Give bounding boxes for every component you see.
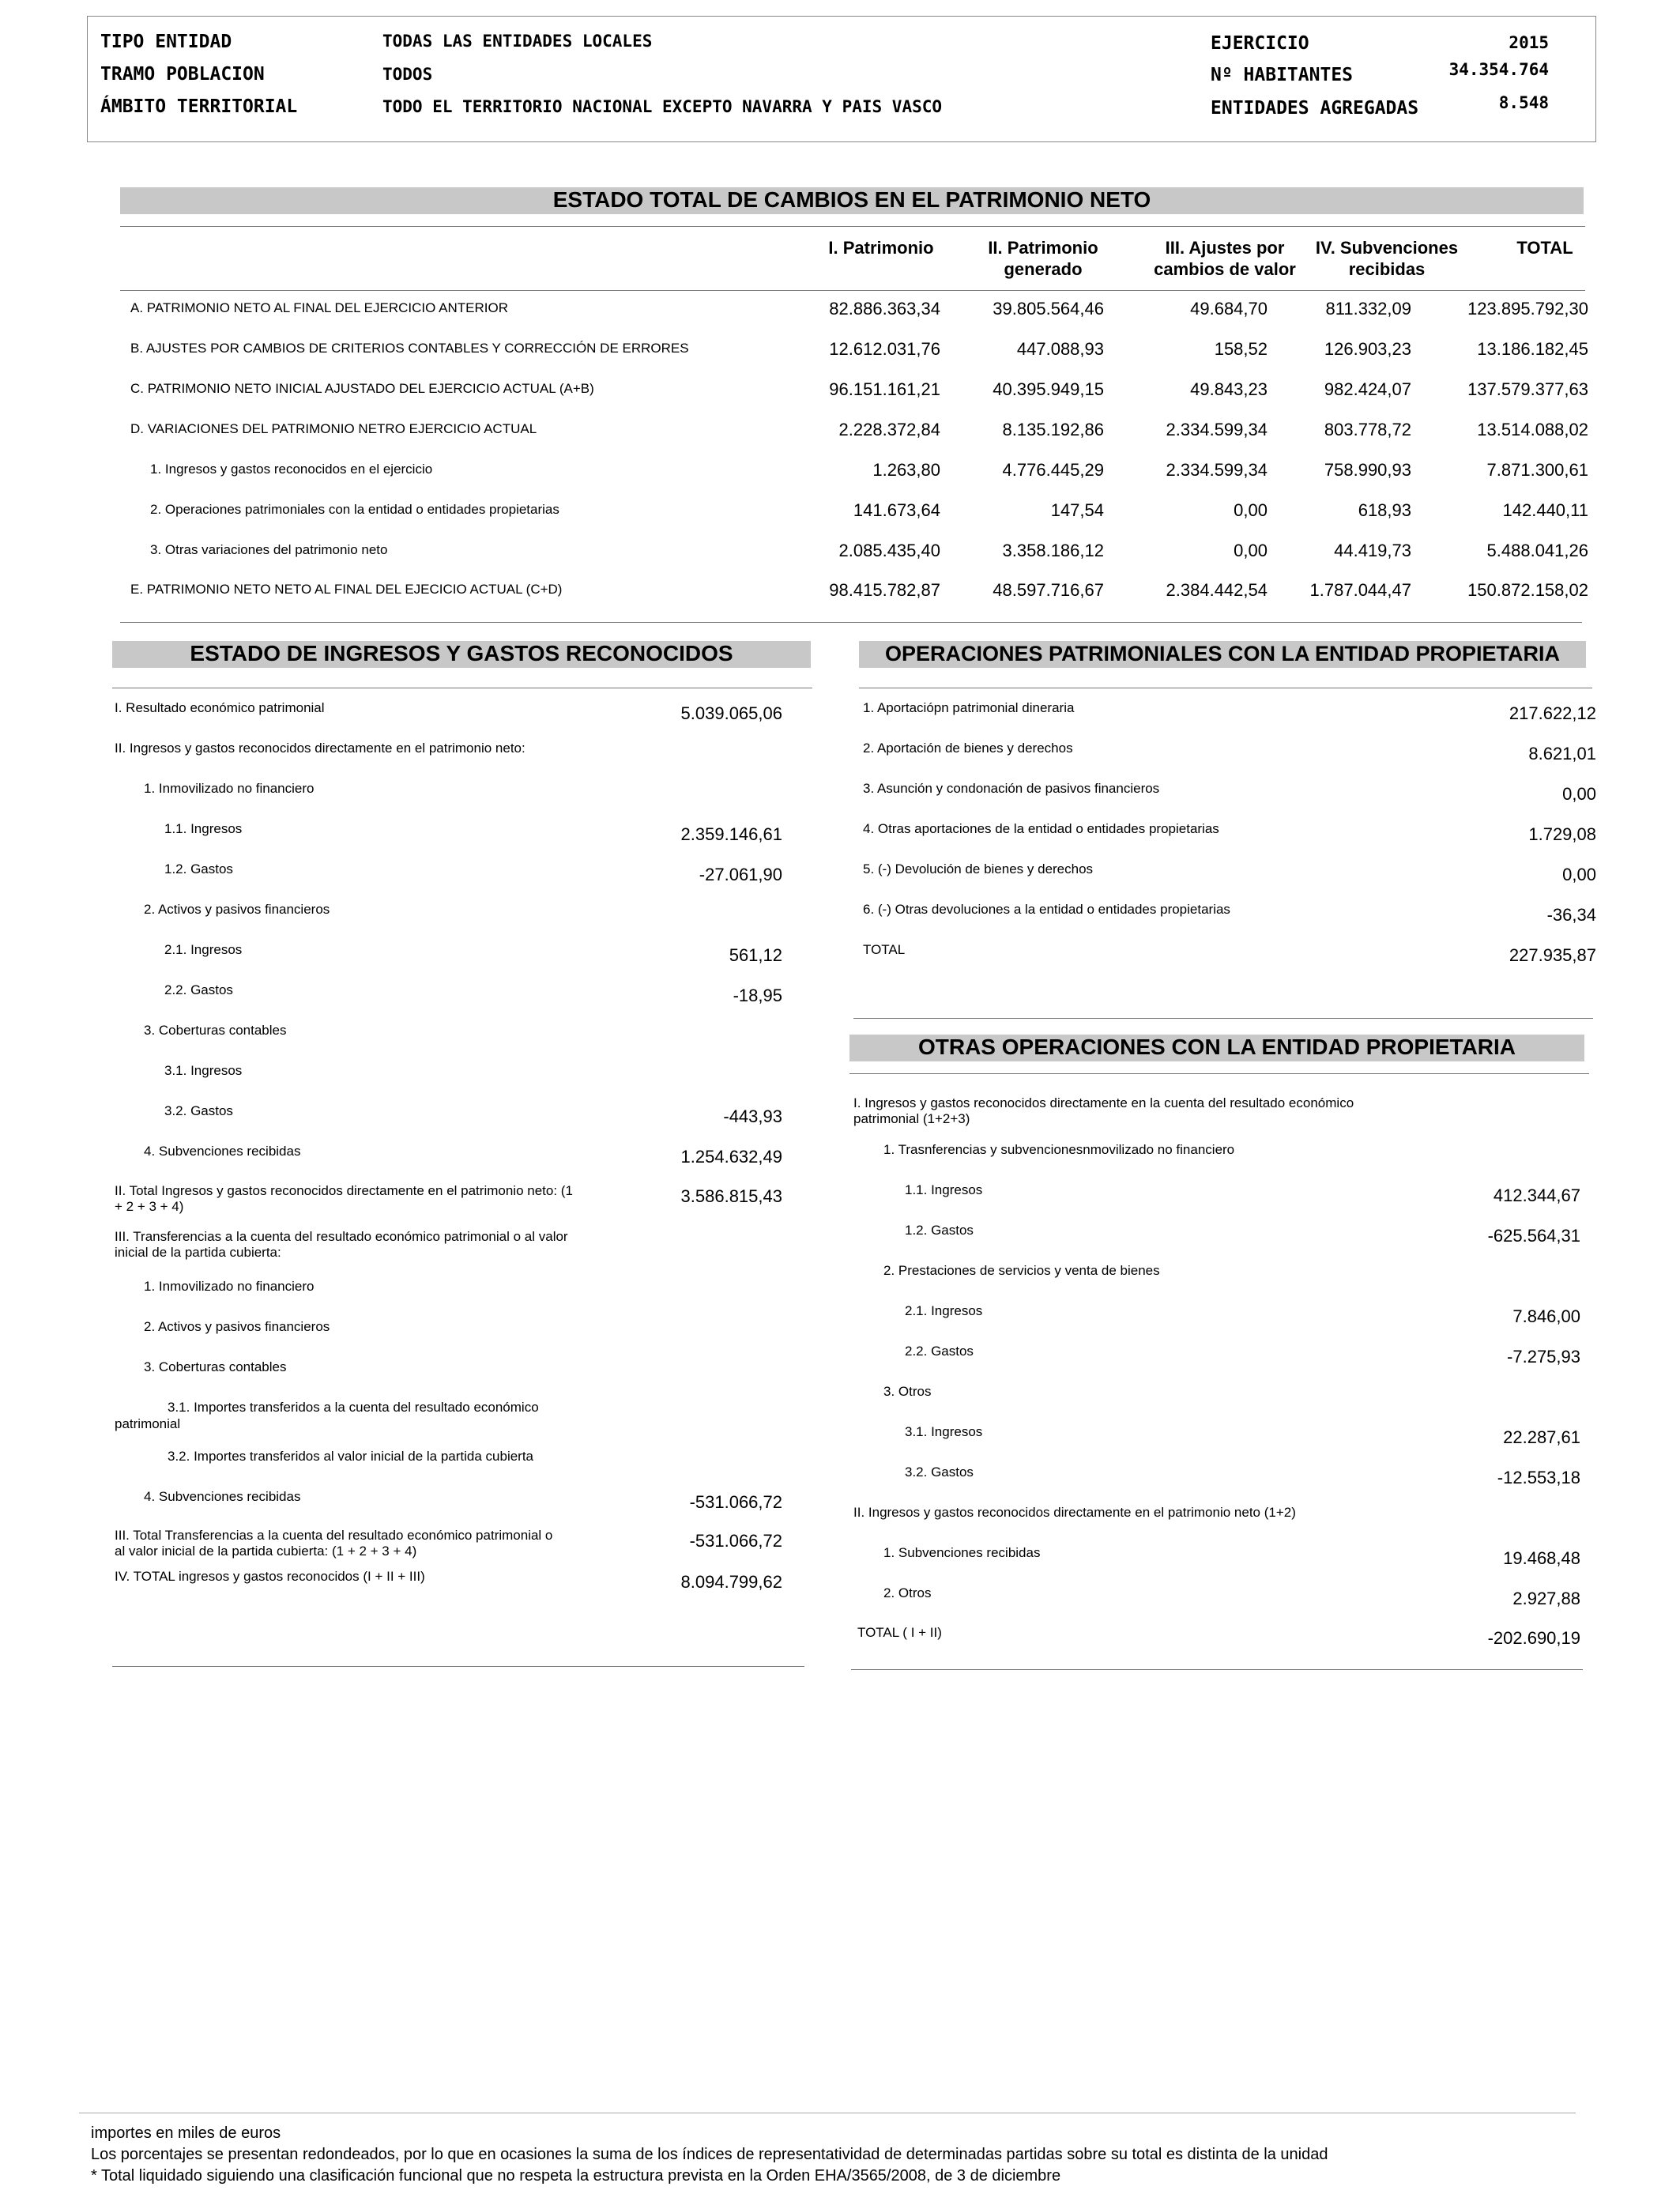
otras-row-label: 3. Otros (883, 1384, 932, 1399)
otras-row-label: 1.2. Gastos (905, 1223, 974, 1238)
otras-row-label: 1. Subvenciones recibidas (883, 1545, 1041, 1560)
otras-row-value: 412.344,67 (1493, 1186, 1580, 1205)
entidades-label: ENTIDADES AGREGADAS (1211, 98, 1419, 119)
patrimonio-row-label: E. PATRIMONIO NETO NETO AL FINAL DEL EJECICIO ACTUAL (C+D) (130, 582, 563, 597)
ingresos-row-label: 2. Activos y pasivos financieros (144, 902, 330, 917)
patrimonio-row-value: 150.872.158,02 (1467, 580, 1588, 600)
ingresos-row-value: -443,93 (723, 1106, 782, 1126)
patrimonio-row-value: 982.424,07 (1324, 379, 1411, 399)
otras-row-label: I. Ingresos y gastos reconocidos directamente en la cuenta del resultado económico patrimonial (1+2+3) (853, 1095, 1354, 1126)
ingresos-row-value: -531.066,72 (689, 1531, 782, 1551)
patrimonio-row-value: 4.776.445,29 (1002, 460, 1104, 480)
patrimonio-row-label: 2. Operaciones patrimoniales con la entidad o entidades propietarias (150, 502, 559, 517)
ingresos-row-label: 2.1. Ingresos (164, 942, 243, 957)
ingresos-row-value: -18,95 (733, 986, 782, 1005)
patrimonio-row-value: 142.440,11 (1502, 500, 1588, 520)
entidades-value: 8.548 (1498, 93, 1549, 112)
tipo-entidad-value: TODAS LAS ENTIDADES LOCALES (382, 32, 653, 51)
patrimonio-row-value: 44.419,73 (1334, 541, 1411, 560)
ingresos-row-label: 1. Inmovilizado no financiero (144, 781, 315, 796)
col-header-patrimonio: I. Patrimonio (828, 238, 934, 258)
ingresos-row-label: 2. Activos y pasivos financieros (144, 1319, 330, 1334)
patrimonio-row-value: 126.903,23 (1324, 339, 1411, 359)
ingresos-row-label: II. Total Ingresos y gastos reconocidos directamente en el patrimonio neto: (1 + 2 + 3 + 4) (115, 1183, 573, 1214)
operaciones-row-label: 3. Asunción y condonación de pasivos financieros (863, 781, 1160, 796)
divider (849, 1073, 1589, 1074)
operaciones-row-label: 1. Aportaciópn patrimonial dineraria (863, 700, 1075, 715)
otras-row-value: -625.564,31 (1487, 1226, 1580, 1246)
patrimonio-row-value: 158,52 (1214, 339, 1268, 359)
patrimonio-row-label: A. PATRIMONIO NETO AL FINAL DEL EJERCICIO ANTERIOR (130, 300, 508, 315)
col-header-ajustes: III. Ajustes por cambios de valor (1154, 238, 1296, 279)
otras-row-label: 2. Prestaciones de servicios y venta de bienes (883, 1263, 1160, 1278)
ingresos-row-label: 1.1. Ingresos (164, 821, 243, 836)
patrimonio-row-value: 2.085.435,40 (838, 541, 940, 560)
ambito-value: TODO EL TERRITORIO NACIONAL EXCEPTO NAVARRA Y PAIS VASCO (382, 97, 943, 116)
patrimonio-row-value: 48.597.716,67 (993, 580, 1104, 600)
ingresos-title: ESTADO DE INGRESOS Y GASTOS RECONOCIDOS (112, 641, 811, 668)
patrimonio-row-value: 49.684,70 (1190, 299, 1268, 319)
ingresos-row-label: 4. Subvenciones recibidas (144, 1489, 301, 1504)
patrimonio-row-value: 12.612.031,76 (829, 339, 940, 359)
tramo-label: TRAMO POBLACION (100, 64, 265, 85)
ingresos-row-label: I. Resultado económico patrimonial (115, 700, 325, 715)
footer-note-classification: * Total liquidado siguiendo una clasificación funcional que no respeta la estructura prevista en la Orden EHA/3565/2008, de 3 de diciembre (91, 2167, 1061, 2185)
col-header-patrimonio-generado: II. Patrimonio generado (988, 238, 1098, 279)
ingresos-row-value: 1.254.632,49 (680, 1147, 782, 1167)
otras-row-label: II. Ingresos y gastos reconocidos directamente en el patrimonio neto (1+2) (853, 1505, 1296, 1520)
patrimonio-row-value: 39.805.564,46 (993, 299, 1104, 319)
col-header-subvenciones: IV. Subvenciones recibidas (1315, 238, 1459, 279)
operaciones-row-label: 2. Aportación de bienes y derechos (863, 741, 1073, 756)
ingresos-row-label: 3. Coberturas contables (144, 1023, 287, 1038)
patrimonio-row-value: 98.415.782,87 (829, 580, 940, 600)
ingresos-row-label: 3.2. Gastos (164, 1103, 233, 1118)
patrimonio-row-value: 49.843,23 (1190, 379, 1268, 399)
patrimonio-row-value: 82.886.363,34 (829, 299, 940, 319)
patrimonio-row-label: 3. Otras variaciones del patrimonio neto (150, 542, 388, 557)
patrimonio-row-value: 758.990,93 (1324, 460, 1411, 480)
habitantes-value: 34.354.764 (1448, 60, 1549, 79)
patrimonio-row-value: 13.186.182,45 (1477, 339, 1588, 359)
patrimonio-title: ESTADO TOTAL DE CAMBIOS EN EL PATRIMONIO NETO (120, 187, 1584, 214)
operaciones-row-label: TOTAL (863, 942, 906, 957)
habitantes-label: Nº HABITANTES (1211, 65, 1354, 85)
patrimonio-row-value: 1.787.044,47 (1309, 580, 1411, 600)
ingresos-row-label: 1. Inmovilizado no financiero (144, 1279, 315, 1294)
patrimonio-row-value: 7.871.300,61 (1486, 460, 1588, 480)
tipo-entidad-label: TIPO ENTIDAD (100, 32, 232, 52)
ingresos-row-label: 3.1. Importes transferidos a la cuenta del resultado económico (168, 1400, 539, 1415)
patrimonio-row-value: 8.135.192,86 (1002, 420, 1104, 439)
ingresos-row-label: 1.2. Gastos (164, 861, 233, 876)
patrimonio-row-value: 40.395.949,15 (993, 379, 1104, 399)
footer-note-rounding: Los porcentajes se presentan redondeados, por lo que en ocasiones la suma de los índices de representatividad de determinadas partidas sobre su total es distinta de la unidad (91, 2146, 1328, 2163)
otras-row-value: -12.553,18 (1497, 1468, 1580, 1487)
otras-row-label: 3.1. Ingresos (905, 1424, 983, 1439)
ingresos-row-value: 5.039.065,06 (680, 703, 782, 723)
col-header-total: TOTAL (1516, 238, 1573, 258)
patrimonio-row-value: 0,00 (1234, 541, 1268, 560)
ejercicio-label: EJERCICIO (1211, 33, 1309, 54)
patrimonio-row-value: 803.778,72 (1324, 420, 1411, 439)
otras-row-value: 22.287,61 (1503, 1427, 1580, 1447)
operaciones-row-value: 0,00 (1562, 784, 1596, 804)
otras-row-label: 2.2. Gastos (905, 1344, 974, 1359)
otras-row-label: 3.2. Gastos (905, 1465, 974, 1480)
patrimonio-row-value: 811.332,09 (1325, 299, 1411, 319)
ejercicio-value: 2015 (1509, 33, 1549, 52)
operaciones-row-label: 5. (-) Devolución de bienes y derechos (863, 861, 1094, 876)
patrimonio-row-value: 5.488.041,26 (1486, 541, 1588, 560)
patrimonio-row-label: 1. Ingresos y gastos reconocidos en el ejercicio (150, 462, 433, 477)
otras-row-value: 2.927,88 (1512, 1589, 1580, 1608)
operaciones-row-label: 4. Otras aportaciones de la entidad o entidades propietarias (863, 821, 1219, 836)
operaciones-row-value: -36,34 (1546, 905, 1596, 925)
ingresos-row-value: 561,12 (729, 945, 782, 965)
patrimonio-row-value: 2.228.372,84 (838, 420, 940, 439)
patrimonio-row-value: 123.895.792,30 (1467, 299, 1588, 319)
tramo-value: TODOS (382, 65, 433, 84)
ingresos-row-label: III. Total Transferencias a la cuenta del resultado económico patrimonial o al valor inicial de la partida cubierta: (1 + 2 + 3 + 4) (115, 1528, 553, 1559)
patrimonio-row-value: 2.334.599,34 (1166, 420, 1268, 439)
operaciones-row-value: 217.622,12 (1509, 703, 1596, 723)
ingresos-row-label: 3. Coberturas contables (144, 1359, 287, 1374)
ingresos-row-label: 2.2. Gastos (164, 982, 233, 997)
patrimonio-row-label: B. AJUSTES POR CAMBIOS DE CRITERIOS CONTABLES Y CORRECCIÓN DE ERRORES (130, 341, 689, 356)
ingresos-row-label: II. Ingresos y gastos reconocidos directamente en el patrimonio neto: (115, 741, 525, 756)
ingresos-row-value: -531.066,72 (689, 1492, 782, 1512)
otras-row-value: -202.690,19 (1487, 1628, 1580, 1648)
divider (853, 1018, 1593, 1019)
operaciones-row-value: 8.621,01 (1528, 744, 1596, 763)
operaciones-row-value: 1.729,08 (1528, 824, 1596, 844)
patrimonio-row-value: 141.673,64 (853, 500, 940, 520)
ingresos-row-value: 2.359.146,61 (680, 824, 782, 844)
header-box (87, 16, 1596, 142)
ambito-label: ÁMBITO TERRITORIAL (100, 96, 298, 117)
patrimonio-row-value: 618,93 (1358, 500, 1411, 520)
otras-row-value: 7.846,00 (1512, 1306, 1580, 1326)
otras-row-value: 19.468,48 (1503, 1548, 1580, 1568)
ingresos-row-value: 3.586.815,43 (680, 1186, 782, 1206)
patrimonio-row-value: 3.358.186,12 (1002, 541, 1104, 560)
divider (120, 290, 1585, 291)
patrimonio-row-value: 0,00 (1234, 500, 1268, 520)
patrimonio-row-value: 2.334.599,34 (1166, 460, 1268, 480)
patrimonio-row-label: C. PATRIMONIO NETO INICIAL AJUSTADO DEL EJERCICIO ACTUAL (A+B) (130, 381, 594, 396)
operaciones-row-label: 6. (-) Otras devoluciones a la entidad o entidades propietarias (863, 902, 1230, 917)
ingresos-row-label: III. Transferencias a la cuenta del resultado económico patrimonial o al valor inicial de la partida cubierta: (115, 1229, 568, 1260)
ingresos-row-label: 4. Subvenciones recibidas (144, 1144, 301, 1159)
divider (851, 1669, 1583, 1670)
otras-row-label: 2.1. Ingresos (905, 1303, 983, 1318)
otras-title: OTRAS OPERACIONES CON LA ENTIDAD PROPIETARIA (849, 1035, 1584, 1061)
ingresos-row-label: 3.2. Importes transferidos al valor inicial de la partida cubierta (168, 1449, 534, 1464)
patrimonio-row-value: 137.579.377,63 (1467, 379, 1588, 399)
patrimonio-row-value: 447.088,93 (1016, 339, 1104, 359)
ingresos-row-value: -27.061,90 (699, 865, 782, 884)
ingresos-row-value: 8.094.799,62 (680, 1572, 782, 1592)
otras-row-label: 2. Otros (883, 1585, 932, 1600)
divider (120, 622, 1582, 623)
ingresos-row-label: IV. TOTAL ingresos y gastos reconocidos (I + II + III) (115, 1569, 425, 1584)
operaciones-row-value: 227.935,87 (1509, 945, 1596, 965)
ingresos-row-label: patrimonial (115, 1416, 181, 1431)
footer-note-units: importes en miles de euros (91, 2124, 281, 2142)
otras-row-value: -7.275,93 (1507, 1347, 1580, 1367)
patrimonio-row-value: 1.263,80 (872, 460, 940, 480)
patrimonio-row-value: 2.384.442,54 (1166, 580, 1268, 600)
otras-row-label: TOTAL ( I + II) (857, 1625, 942, 1640)
divider (112, 1666, 804, 1667)
divider (120, 226, 1585, 227)
otras-row-label: 1.1. Ingresos (905, 1182, 983, 1197)
patrimonio-row-value: 96.151.161,21 (829, 379, 940, 399)
otras-row-label: 1. Trasnferencias y subvencionesnmovilizado no financiero (883, 1142, 1235, 1157)
patrimonio-row-value: 13.514.088,02 (1477, 420, 1588, 439)
operaciones-title: OPERACIONES PATRIMONIALES CON LA ENTIDAD PROPIETARIA (859, 641, 1586, 668)
patrimonio-row-value: 147,54 (1050, 500, 1104, 520)
ingresos-row-label: 3.1. Ingresos (164, 1063, 243, 1078)
patrimonio-row-label: D. VARIACIONES DEL PATRIMONIO NETRO EJERCICIO ACTUAL (130, 421, 537, 436)
operaciones-row-value: 0,00 (1562, 865, 1596, 884)
